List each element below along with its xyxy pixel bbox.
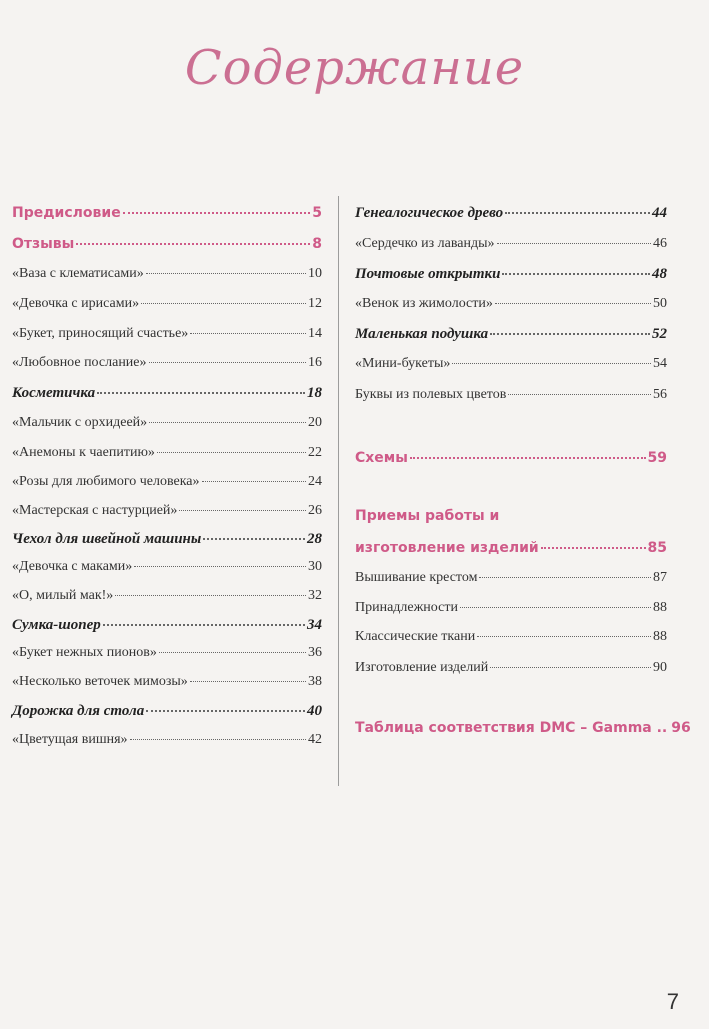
toc-entry-page: 54 bbox=[653, 356, 667, 371]
toc-entry-page: 90 bbox=[653, 660, 667, 675]
toc-entry-page: 20 bbox=[308, 415, 322, 430]
toc-entry-title: Чехол для швейной машины bbox=[12, 531, 202, 547]
page-title: Содержание bbox=[184, 40, 525, 96]
toc-entry bbox=[12, 503, 322, 525]
dot-leader bbox=[130, 731, 306, 740]
dot-leader bbox=[460, 599, 651, 608]
toc-entry-title: «Девочка с маками» bbox=[12, 559, 133, 574]
dot-leader bbox=[490, 323, 650, 335]
toc-entry bbox=[355, 387, 667, 409]
toc-entry-title: Генеалогическое древо bbox=[355, 205, 504, 221]
toc-entry-page: 14 bbox=[308, 326, 322, 341]
toc-entry-page: 46 bbox=[653, 236, 667, 251]
toc-entry-page: 88 bbox=[653, 629, 667, 644]
toc-entry-page: 40 bbox=[307, 703, 322, 719]
dot-leader bbox=[541, 537, 646, 549]
toc-entry bbox=[355, 660, 667, 682]
dot-leader bbox=[115, 587, 306, 596]
toc-entry bbox=[355, 205, 667, 227]
toc-entry bbox=[12, 326, 322, 348]
column-divider bbox=[338, 196, 339, 786]
toc-entry-title: Приемы работы и bbox=[355, 508, 500, 524]
toc-entry-title: «Мальчик с орхидеей» bbox=[12, 415, 148, 430]
toc-entry-title: Сумка-шопер bbox=[12, 617, 101, 633]
toc-entry-title: «Букет, приносящий счастье» bbox=[12, 326, 189, 341]
toc-entry-title: Буквы из полевых цветов bbox=[355, 387, 507, 402]
toc-entry-page: 96 bbox=[671, 720, 691, 736]
dot-leader bbox=[146, 700, 305, 712]
dot-leader bbox=[123, 202, 311, 214]
dot-leader bbox=[76, 233, 310, 245]
dot-leader bbox=[477, 628, 651, 637]
toc-entry-page: 48 bbox=[652, 266, 667, 282]
toc-entry-title: Отзывы bbox=[12, 236, 75, 252]
toc-entry-title: «Букет нежных пионов» bbox=[12, 645, 157, 660]
toc-entry bbox=[355, 296, 667, 318]
toc-entry-page: 34 bbox=[307, 617, 322, 633]
toc-entry-title: Принадлежности bbox=[355, 600, 458, 615]
toc-entry bbox=[355, 600, 667, 622]
toc-entry bbox=[12, 645, 322, 667]
toc-entry-page: 10 bbox=[308, 266, 322, 281]
dot-leader bbox=[149, 414, 306, 423]
dot-leader bbox=[490, 659, 651, 668]
toc-entry bbox=[12, 703, 322, 725]
toc-entry-page: 26 bbox=[308, 503, 322, 518]
toc-entry-page: 56 bbox=[653, 387, 667, 402]
toc-entry-title: Таблица соответствия DMC – Gamma .. bbox=[355, 720, 668, 736]
toc-entry-page: 50 bbox=[653, 296, 667, 311]
dot-leader bbox=[190, 673, 306, 682]
toc-entry-page: 30 bbox=[308, 559, 322, 574]
toc-entry bbox=[355, 570, 667, 592]
toc-entry bbox=[12, 355, 322, 377]
dot-leader bbox=[203, 528, 305, 540]
toc-entry bbox=[12, 296, 322, 318]
dot-leader bbox=[452, 355, 651, 364]
toc-entry bbox=[12, 617, 322, 639]
dot-leader bbox=[479, 569, 651, 578]
dot-leader bbox=[134, 558, 306, 567]
toc-entry-page: 5 bbox=[312, 205, 322, 221]
toc-entry-title: Предисловие bbox=[12, 205, 121, 221]
toc-entry-title: «Несколько веточек мимозы» bbox=[12, 674, 188, 689]
dot-leader bbox=[159, 644, 306, 653]
toc-entry-page: 28 bbox=[307, 531, 322, 547]
toc-entry bbox=[12, 531, 322, 553]
toc-entry bbox=[12, 236, 322, 258]
toc-entry-title: «Ваза с клематисами» bbox=[12, 266, 144, 281]
toc-entry-title: «Анемоны к чаепитию» bbox=[12, 445, 155, 460]
toc-entry bbox=[12, 474, 322, 496]
toc-entry-title: «Венок из жимолости» bbox=[355, 296, 493, 311]
dot-leader bbox=[497, 235, 651, 244]
toc-entry-title: «О, милый мак!» bbox=[12, 588, 114, 603]
toc-entry-title: «Мастерская с настурцией» bbox=[12, 503, 178, 518]
toc-entry bbox=[355, 236, 667, 258]
toc-entry-page: 38 bbox=[308, 674, 322, 689]
toc-entry bbox=[355, 266, 667, 288]
toc-entry bbox=[12, 732, 322, 754]
dot-leader bbox=[157, 444, 306, 453]
dot-leader bbox=[495, 295, 651, 304]
toc-entry-page: 22 bbox=[308, 445, 322, 460]
dot-leader bbox=[410, 447, 646, 459]
toc-entry bbox=[355, 540, 667, 562]
dot-leader bbox=[146, 265, 306, 274]
dot-leader bbox=[103, 614, 305, 626]
dot-leader bbox=[149, 354, 306, 363]
dot-leader bbox=[141, 295, 306, 304]
toc-entry bbox=[12, 445, 322, 467]
toc-entry-page: 24 bbox=[308, 474, 322, 489]
toc-entry bbox=[12, 415, 322, 437]
toc-entry bbox=[355, 326, 667, 348]
toc-entry-title: «Любовное послание» bbox=[12, 355, 147, 370]
toc-entry-title: Схемы bbox=[355, 450, 408, 466]
toc-entry-title: Косметичка bbox=[12, 385, 96, 401]
toc-entry bbox=[12, 559, 322, 581]
toc-entry-title: изготовление изделий bbox=[355, 540, 539, 556]
toc-entry-title: «Цветущая вишня» bbox=[12, 732, 128, 747]
toc-entry-page: 18 bbox=[307, 385, 322, 401]
toc-entry-page: 36 bbox=[308, 645, 322, 660]
toc-entry-page: 32 bbox=[308, 588, 322, 603]
toc-entry-title: «Девочка с ирисами» bbox=[12, 296, 140, 311]
toc-entry-title: Маленькая подушка bbox=[355, 326, 489, 342]
toc-entry bbox=[12, 266, 322, 288]
dot-leader bbox=[502, 263, 650, 275]
toc-entry bbox=[12, 588, 322, 610]
toc-entry bbox=[12, 385, 322, 407]
toc-entry-page: 12 bbox=[308, 296, 322, 311]
dot-leader bbox=[505, 202, 650, 214]
toc-entry-page: 85 bbox=[647, 540, 667, 556]
toc-entry-page: 52 bbox=[652, 326, 667, 342]
toc-entry-page: 8 bbox=[312, 236, 322, 252]
toc-entry-page: 16 bbox=[308, 355, 322, 370]
toc-entry-page: 87 bbox=[653, 570, 667, 585]
toc-entry bbox=[355, 720, 691, 742]
toc-entry-page: 44 bbox=[652, 205, 667, 221]
toc-entry-title: Изготовление изделий bbox=[355, 660, 489, 675]
toc-entry-page: 88 bbox=[653, 600, 667, 615]
toc-entry bbox=[12, 674, 322, 696]
toc-entry-title: Дорожка для стола bbox=[12, 703, 145, 719]
toc-entry-title: Почтовые открытки bbox=[355, 266, 501, 282]
dot-leader bbox=[179, 502, 306, 511]
toc-entry-title: Классические ткани bbox=[355, 629, 476, 644]
dot-leader bbox=[508, 386, 651, 395]
toc-entry-page: 42 bbox=[308, 732, 322, 747]
dot-leader bbox=[202, 473, 306, 482]
toc-entry-title: «Сердечко из лаванды» bbox=[355, 236, 495, 251]
toc-entry bbox=[12, 205, 322, 227]
toc-entry-page: 59 bbox=[647, 450, 667, 466]
toc-entry bbox=[355, 356, 667, 378]
toc-entry bbox=[355, 508, 667, 530]
toc-entry-title: «Мини-букеты» bbox=[355, 356, 451, 371]
dot-leader bbox=[190, 325, 306, 334]
toc-entry bbox=[355, 629, 667, 651]
page-number: 7 bbox=[666, 989, 679, 1014]
toc-entry-title: Вышивание крестом bbox=[355, 570, 478, 585]
toc-entry bbox=[355, 450, 667, 472]
dot-leader bbox=[97, 382, 305, 394]
toc-entry-title: «Розы для любимого человека» bbox=[12, 474, 200, 489]
